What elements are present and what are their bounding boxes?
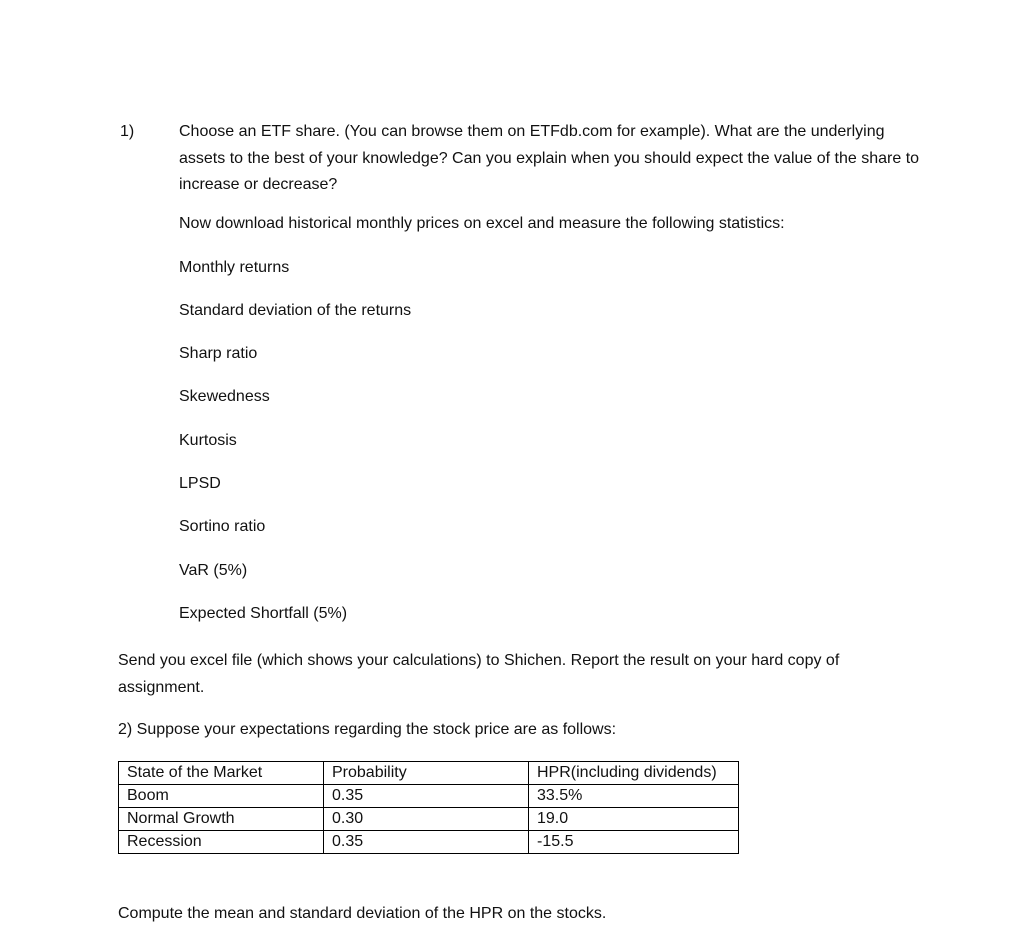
table-cell: Recession	[119, 831, 324, 854]
statistic-item: Standard deviation of the returns	[179, 302, 412, 319]
question-1	[120, 119, 920, 199]
table-cell: 0.35	[324, 831, 529, 854]
statistic-item: Monthly returns	[179, 259, 290, 276]
hpr-table	[118, 761, 739, 854]
table-row	[119, 831, 739, 854]
submission-instructions: Send you excel file (which shows your calculations) to Shichen. Report the result on your hard copy of assignment.	[118, 652, 840, 696]
statistic-item: VaR (5%)	[179, 562, 248, 579]
table-row	[119, 808, 739, 831]
table-cell: -15.5	[529, 831, 739, 854]
statistic-item: LPSD	[179, 475, 221, 492]
table-header-cell: HPR(including dividends)	[529, 762, 739, 785]
statistic-item: Sharp ratio	[179, 345, 258, 362]
table-cell: 0.30	[324, 808, 529, 831]
table-cell: Boom	[119, 785, 324, 808]
question-1-number: 1)	[120, 123, 135, 140]
statistic-item: Kurtosis	[179, 432, 237, 449]
table-cell: 33.5%	[529, 785, 739, 808]
statistic-item: Expected Shortfall (5%)	[179, 605, 348, 622]
table-cell: 0.35	[324, 785, 529, 808]
table-row	[119, 785, 739, 808]
table-cell: Normal Growth	[119, 808, 324, 831]
question-2-task: Compute the mean and standard deviation of the HPR on the stocks.	[118, 905, 607, 922]
table-header-cell: Probability	[324, 762, 529, 785]
table-header-cell: State of the Market	[119, 762, 324, 785]
question-1-instruction: Now download historical monthly prices on excel and measure the following statistics:	[179, 215, 785, 232]
table-cell: 19.0	[529, 808, 739, 831]
question-1-text: Choose an ETF share. (You can browse them on ETFdb.com for example). What are the underlying assets to the best of your knowledge? Can you explain when you should expect the value of the share to increase or decrease?	[179, 123, 920, 193]
table-header-row	[119, 762, 739, 785]
statistic-item: Skewedness	[179, 388, 270, 405]
question-2-intro: 2) Suppose your expectations regarding the stock price are as follows:	[118, 721, 617, 738]
statistic-item: Sortino ratio	[179, 518, 266, 535]
